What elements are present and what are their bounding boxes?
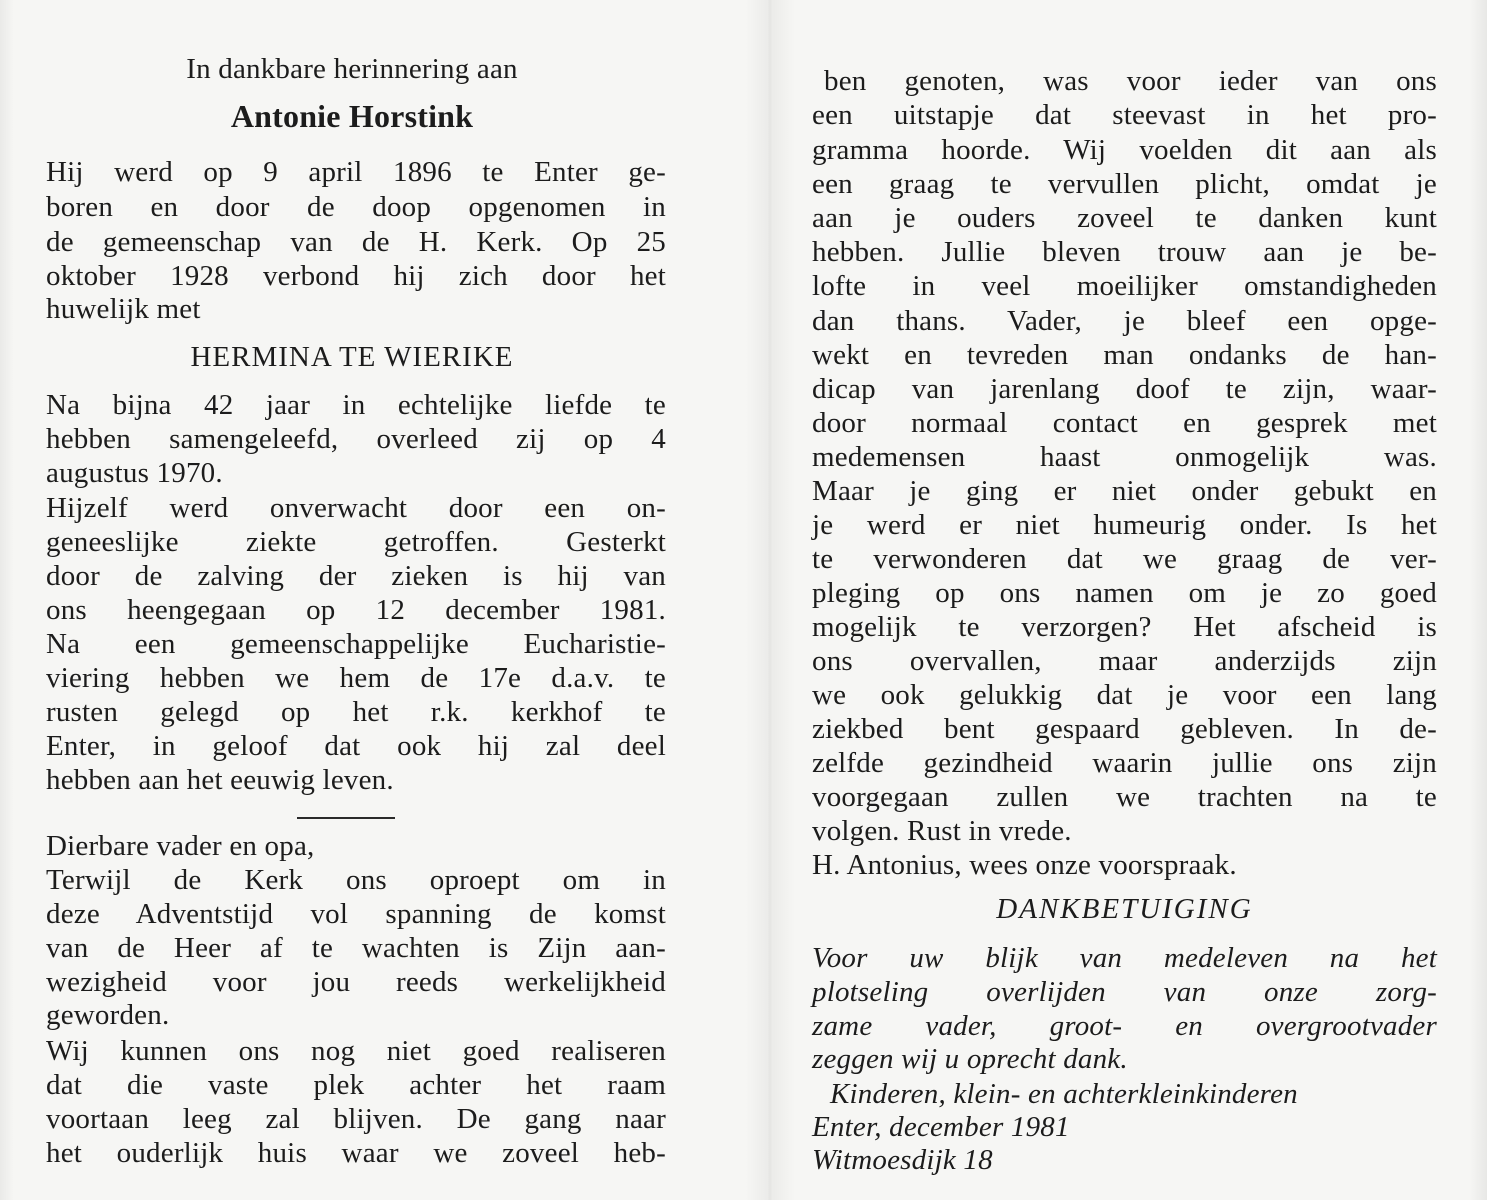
text-line: ons heengegaan op 12 december 1981. — [46, 594, 666, 626]
text-line: voorgegaan zullen we trachten na te — [812, 781, 1437, 813]
text-line: augustus 1970. — [46, 457, 223, 489]
text-line: het ouderlijk huis waar we zoveel heb- — [46, 1137, 666, 1169]
text-line: dat die vaste plek achter het raam — [46, 1069, 666, 1101]
text-line: voortaan leeg zal blijven. De gang naar — [46, 1103, 666, 1135]
text-line: Hijzelf werd onverwacht door een on- — [46, 492, 666, 524]
text-line: Enter, in geloof dat ook hij zal deel — [46, 730, 666, 762]
text-line: te verwonderen dat we graag de ver- — [812, 543, 1437, 575]
address: Witmoesdijk 18 — [812, 1144, 993, 1176]
text-line: Voor uw blijk van medeleven na het — [812, 942, 1437, 974]
text-line: een uitstapje dat steevast in het pro- — [812, 99, 1437, 131]
family-signature: Kinderen, klein- en achterkleinkinderen — [830, 1078, 1298, 1110]
text-line: aan je ouders zoveel te danken kunt — [812, 202, 1437, 234]
text-line: geneeslijke ziekte getroffen. Gesterkt — [46, 526, 666, 558]
text-line: H. Antonius, wees onze voorspraak. — [812, 849, 1237, 881]
text-line: geworden. — [46, 999, 170, 1031]
text-line: hebben samengeleefd, overleed zij op 4 — [46, 423, 666, 455]
memorial-heading: In dankbare herinnering aan — [186, 53, 518, 85]
text-line: zame vader, groot- en overgrootvader — [812, 1010, 1437, 1042]
thanks-heading: DANKBETUIGING — [996, 893, 1253, 925]
text-line: Terwijl de Kerk ons oproept om in — [46, 864, 666, 896]
text-line: lofte in veel moeilijker omstandigheden — [812, 270, 1437, 302]
text-line: hebben. Jullie bleven trouw aan je be- — [812, 236, 1437, 268]
text-line: oktober 1928 verbond hij zich door het — [46, 260, 666, 292]
text-line: ziekbed bent gespaard gebleven. In de- — [812, 713, 1437, 745]
text-line: rusten gelegd op het r.k. kerkhof te — [46, 696, 666, 728]
text-line: zeggen wij u oprecht dank. — [812, 1043, 1128, 1075]
text-line: huwelijk met — [46, 293, 201, 325]
text-line: een graag te vervullen plicht, omdat je — [812, 168, 1437, 200]
text-line: van de Heer af te wachten is Zijn aan- — [46, 932, 666, 964]
text-line: pleging op ons namen om je zo goed — [812, 577, 1437, 609]
text-line: mogelijk te verzorgen? Het afscheid is — [812, 611, 1437, 643]
card-fold — [745, 0, 795, 1200]
place-date: Enter, december 1981 — [812, 1111, 1070, 1143]
paper-edge-right — [1469, 0, 1487, 1200]
text-line: Na een gemeenschappelijke Eucharistie- — [46, 628, 666, 660]
spouse-name: HERMINA TE WIERIKE — [190, 341, 514, 373]
text-line: volgen. Rust in vrede. — [812, 815, 1072, 847]
text-line: we ook gelukkig dat je voor een lang — [812, 679, 1437, 711]
text-line: ben genoten, was voor ieder van ons — [824, 65, 1437, 97]
text-line: medemensen haast onmogelijk was. — [812, 441, 1437, 473]
text-line: de gemeenschap van de H. Kerk. Op 25 — [46, 226, 666, 258]
text-line: plotseling overlijden van onze zorg- — [812, 976, 1437, 1008]
text-line: ons overvallen, maar anderzijds zijn — [812, 645, 1437, 677]
text-line: Hij werd op 9 april 1896 te Enter ge- — [46, 156, 666, 188]
text-line: je werd er niet humeurig onder. Is het — [812, 509, 1437, 541]
text-line: dan thans. Vader, je bleef een opge- — [812, 305, 1437, 337]
text-line: zelfde gezindheid waarin jullie ons zijn — [812, 747, 1437, 779]
text-line: gramma hoorde. Wij voelden dit aan als — [812, 134, 1437, 166]
text-line: Na bijna 42 jaar in echtelijke liefde te — [46, 389, 666, 421]
text-line: Dierbare vader en opa, — [46, 830, 315, 862]
text-line: dicap van jarenlang doof te zijn, waar- — [812, 373, 1437, 405]
section-divider — [297, 817, 395, 819]
text-line: deze Adventstijd vol spanning de komst — [46, 898, 666, 930]
deceased-name: Antonie Horstink — [230, 98, 474, 134]
text-line: door de zalving der zieken is hij van — [46, 560, 666, 592]
text-line: Wij kunnen ons nog niet goed realiseren — [46, 1035, 666, 1067]
text-line: wekt en tevreden man ondanks de han- — [812, 339, 1437, 371]
text-line: viering hebben we hem de 17e d.a.v. te — [46, 662, 666, 694]
text-line: boren en door de doop opgenomen in — [46, 191, 666, 223]
text-line: door normaal contact en gesprek met — [812, 407, 1437, 439]
paper-edge-left — [0, 0, 14, 1200]
text-line: Maar je ging er niet onder gebukt en — [812, 475, 1437, 507]
text-line: hebben aan het eeuwig leven. — [46, 764, 394, 796]
text-line: wezigheid voor jou reeds werkelijkheid — [46, 966, 666, 998]
